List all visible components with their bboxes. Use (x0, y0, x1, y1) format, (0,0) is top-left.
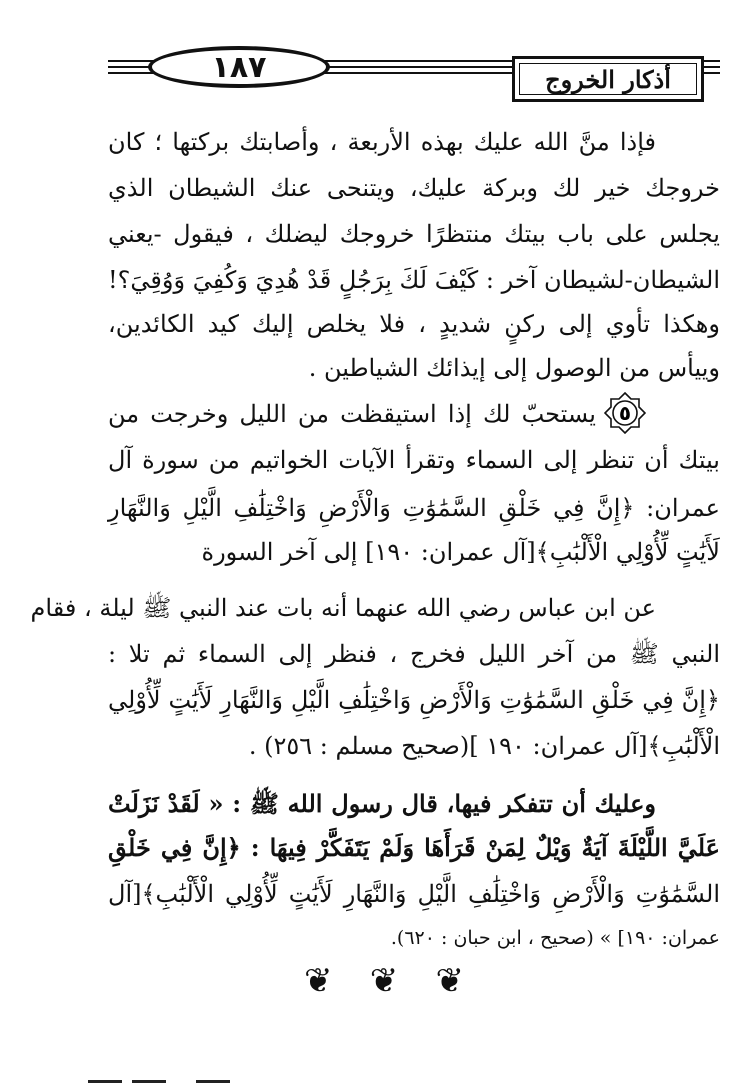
page-header (108, 40, 720, 100)
page-number: ١٨٧ (148, 46, 330, 88)
quran-line: السَّمَٰوَٰتِ وَالْأَرْضِ وَاخْتِلَٰفِ الَّيْلِ وَالنَّهَارِ لَأَيَٰتٍ لِّأُوْلِي الْأَلْبَٰبِ﴾[آل (108, 880, 720, 908)
quran-line: عمران: ﴿إِنَّ فِي خَلْقِ السَّمَٰوَٰتِ وَالْأَرْضِ وَاخْتِلَٰفِ الَّيْلِ وَالنَّهَارِ (108, 494, 720, 522)
footer-mark (132, 1080, 166, 1083)
floral-ornament-icon: ❦ (369, 961, 399, 1001)
text-line: عن ابن عباس رضي الله عنهما أنه بات عند النبي ﷺ ليلة ، فقام (30, 594, 656, 622)
quran-line: ﴿إِنَّ فِي خَلْقِ السَّمَٰوَٰتِ وَالْأَرْضِ وَاخْتِلَٰفِ الَّيْلِ وَالنَّهَارِ لَأَيَٰتٍ لِّأُوْلِي (108, 686, 720, 714)
hadith-line: عَلَيَّ اللَّيْلَةَ آيَةٌ وَيْلٌ لِمَنْ قَرَأَهَا وَلَمْ يَتَفَكَّرْ فِيهَا : ﴿إِنَّ فِي خَلْقِ (108, 833, 720, 862)
text-line: وهكذا تأوي إلى ركنٍ شديدٍ ، فلا يخلص إليك كيد الكائدين، (108, 310, 720, 338)
text-line: فإذا منَّ الله عليك بهذه الأربعة ، وأصابتك بركتها ؛ كان (108, 128, 656, 156)
floral-ornament-icon: ❦ (435, 961, 464, 1001)
citation-line: عمران: ١٩٠] » (صحيح ، ابن حبان : ٦٢٠). (390, 927, 720, 949)
quran-line: لَأَيَٰتٍ لِّأُوْلِي الْأَلْبَٰبِ﴾[آل عمران: ١٩٠] إلى آخر السورة (201, 538, 720, 566)
text-line: النبي ﷺ من آخر الليل فخرج ، فنظر إلى السماء ثم تلا : (108, 640, 720, 668)
text-line: الشيطان-لشيطان آخر : كَيْفَ لَكَ بِرَجُلٍ قَدْ هُدِيَ وَكُفِيَ وَوُقِيَ؟! (108, 266, 720, 294)
floral-ornament-icon: ❦ (304, 961, 333, 1001)
badge-number: ٥ (618, 401, 632, 425)
footer-mark (88, 1080, 122, 1083)
quran-line: الْأَلْبَٰبِ﴾[آل عمران: ١٩٠ ](صحيح مسلم : ٢٥٦) . (248, 732, 720, 760)
ornament-row (304, 958, 464, 1004)
text-line: يجلس على باب بيتك منتظرًا خروجك ليضلك ، فيقول -يعني (108, 220, 720, 248)
number-badge-icon (604, 392, 646, 434)
text-line: بيتك أن تنظر إلى السماء وتقرأ الآيات الخواتيم من سورة آل (108, 446, 720, 474)
footer-mark (196, 1080, 230, 1083)
text-line: يستحبّ لك إذا استيقظت من الليل وخرجت من (108, 400, 596, 428)
text-line: خروجك خير لك وبركة عليك، ويتنحى عنك الشيطان الذي (108, 174, 720, 202)
section-title: أذكار الخروج (512, 56, 704, 102)
hadith-line: وعليك أن تتفكر فيها، قال رسول الله ﷺ : « لَقَدْ نَزَلَتْ (108, 789, 656, 818)
text-line: وييأس من الوصول إلى إيذائك الشياطين . (308, 354, 720, 382)
